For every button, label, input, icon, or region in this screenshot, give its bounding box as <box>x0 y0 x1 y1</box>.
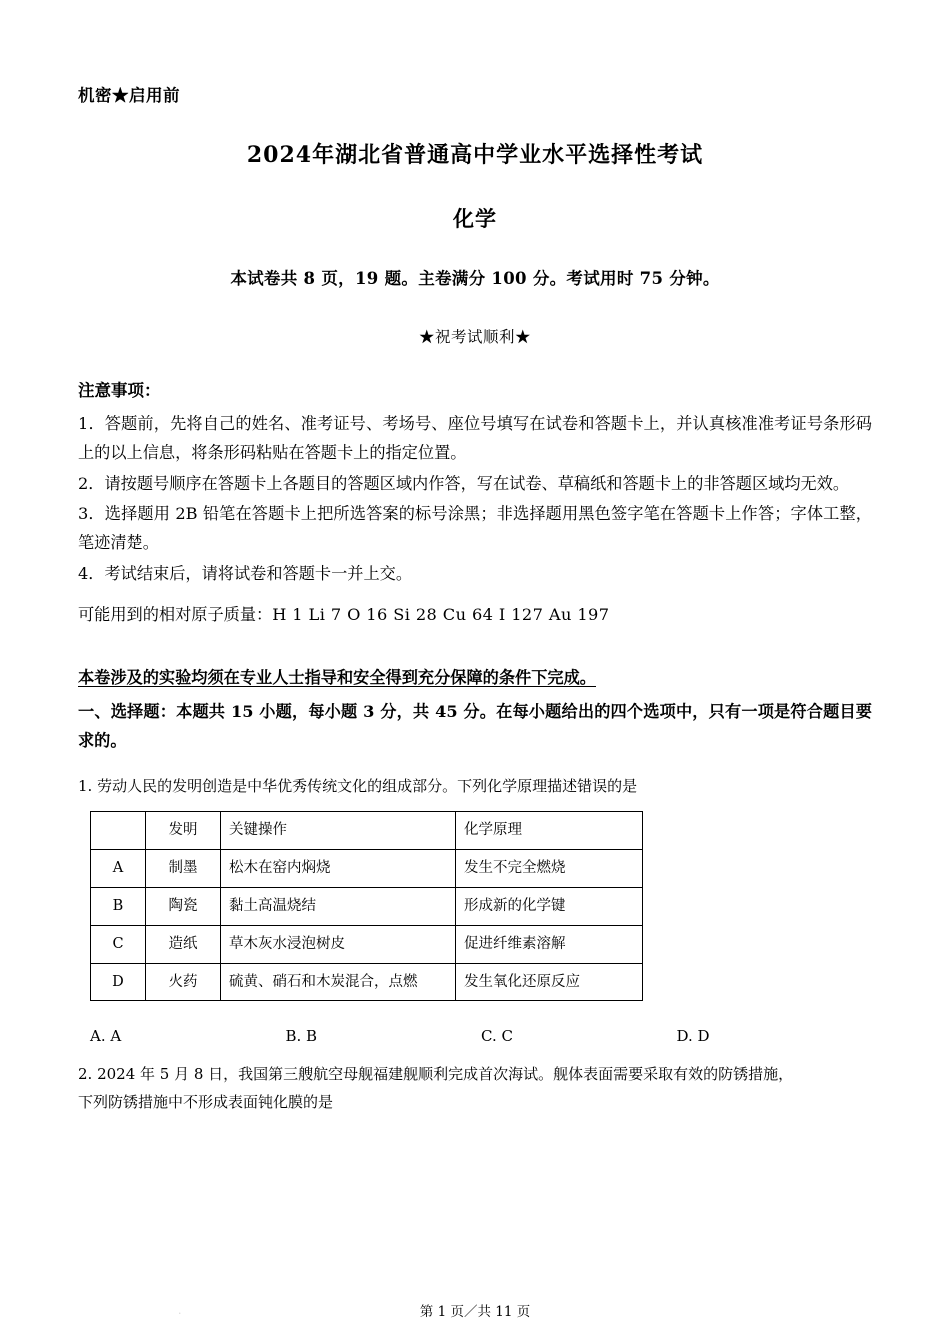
notice-item: 4．考试结束后，请将试卷和答题卡一并上交。 <box>78 564 413 584</box>
notice-item: 2．请按题号顺序在答题卡上各题目的答题区域内作答，写在试卷、草稿纸和答题卡上的非答题区域均无效。 <box>78 473 850 493</box>
question-2-stem-line2: 下列防锈措施中不形成表面钝化膜的是 <box>78 1093 334 1112</box>
row-invention: 陶瓷 <box>146 887 221 925</box>
table-row <box>91 925 643 963</box>
page-watermark: · <box>178 1307 183 1320</box>
notice-heading: 注意事项： <box>78 381 161 400</box>
question-1-stem: 1. 劳动人民的发明创造是中华优秀传统文化的组成部分。下列化学原理描述错误的是 <box>78 777 638 796</box>
question-2-stem <box>78 1061 872 1117</box>
notice-item: 1．答题前，先将自己的姓名、准考证号、考场号、座位号填写在试卷和答题卡上，并认真核准准考证号条形码上的以上信息，将条形码粘贴在答题卡上的指定位置。 <box>78 414 872 462</box>
row-letter: A <box>91 850 146 888</box>
subject-title: 化学 <box>453 206 497 231</box>
question-1-options <box>90 1027 872 1045</box>
question-2-stem-line1: 2. 2024 年 5 月 8 日，我国第三艘航空母舰福建舰顺利完成首次海试。舰体表面需要采取有效的防锈措施， <box>78 1065 794 1084</box>
secret-label: 机密★启用前 <box>78 86 180 105</box>
atomic-mass-label: 可能用到的相对原子质量： <box>78 604 273 624</box>
table-row <box>91 850 643 888</box>
row-letter: D <box>91 963 146 1001</box>
option-c: C. C <box>481 1027 513 1046</box>
good-luck-text: ★祝考试顺利★ <box>418 328 531 346</box>
page-title: 2024年湖北省普通高中学业水平选择性考试 <box>246 142 704 168</box>
row-operation: 松木在窑内焖烧 <box>221 850 456 888</box>
row-principle: 促进纤维素溶解 <box>456 925 643 963</box>
row-operation: 草木灰水浸泡树皮 <box>221 925 456 963</box>
row-operation: 硫黄、硝石和木炭混合，点燃 <box>221 963 456 1001</box>
row-invention: 造纸 <box>146 925 221 963</box>
row-principle: 形成新的化学键 <box>456 887 643 925</box>
notice-item: 3．选择题用 2B 铅笔在答题卡上把所选答案的标号涂黑；非选择题用黑色签字笔在答题卡上作答；字体工整，笔迹清楚。 <box>78 504 872 553</box>
option-a: A. A <box>90 1027 122 1046</box>
exam-meta: 本试卷共 8 页，19 题。主卷满分 100 分。考试用时 75 分钟。 <box>230 269 720 288</box>
row-operation: 黏土高温烧结 <box>221 887 456 925</box>
table-header-cell <box>91 812 146 850</box>
option-b: B. B <box>285 1027 318 1046</box>
row-invention: 制墨 <box>146 850 221 888</box>
page-footer: 第 1 页／共 11 页 <box>419 1304 531 1320</box>
row-principle: 发生不完全燃烧 <box>456 850 643 888</box>
question-1-table <box>90 811 643 1001</box>
row-principle: 发生氧化还原反应 <box>456 963 643 1001</box>
row-letter: C <box>91 925 146 963</box>
row-letter: B <box>91 887 146 925</box>
atomic-mass-values: H 1 Li 7 O 16 Si 28 Cu 64 I 127 Au 197 <box>272 604 610 624</box>
section-one-heading: 一、选择题：本题共 15 小题，每小题 3 分，共 45 分。在每小题给出的四个选项中，只有一项是符合题目要求的。 <box>78 701 872 750</box>
table-header-row <box>91 812 643 850</box>
safety-notice: 本卷涉及的实验均须在专业人士指导和安全得到充分保障的条件下完成。 <box>78 667 596 687</box>
table-row <box>91 963 643 1001</box>
table-header-cell: 发明 <box>146 812 221 850</box>
atomic-mass-line <box>78 601 872 630</box>
option-d: D. D <box>676 1027 710 1046</box>
table-header-cell: 化学原理 <box>456 812 643 850</box>
table-header-cell: 关键操作 <box>221 812 456 850</box>
row-invention: 火药 <box>146 963 221 1001</box>
table-row <box>91 887 643 925</box>
page-content <box>78 82 872 1127</box>
